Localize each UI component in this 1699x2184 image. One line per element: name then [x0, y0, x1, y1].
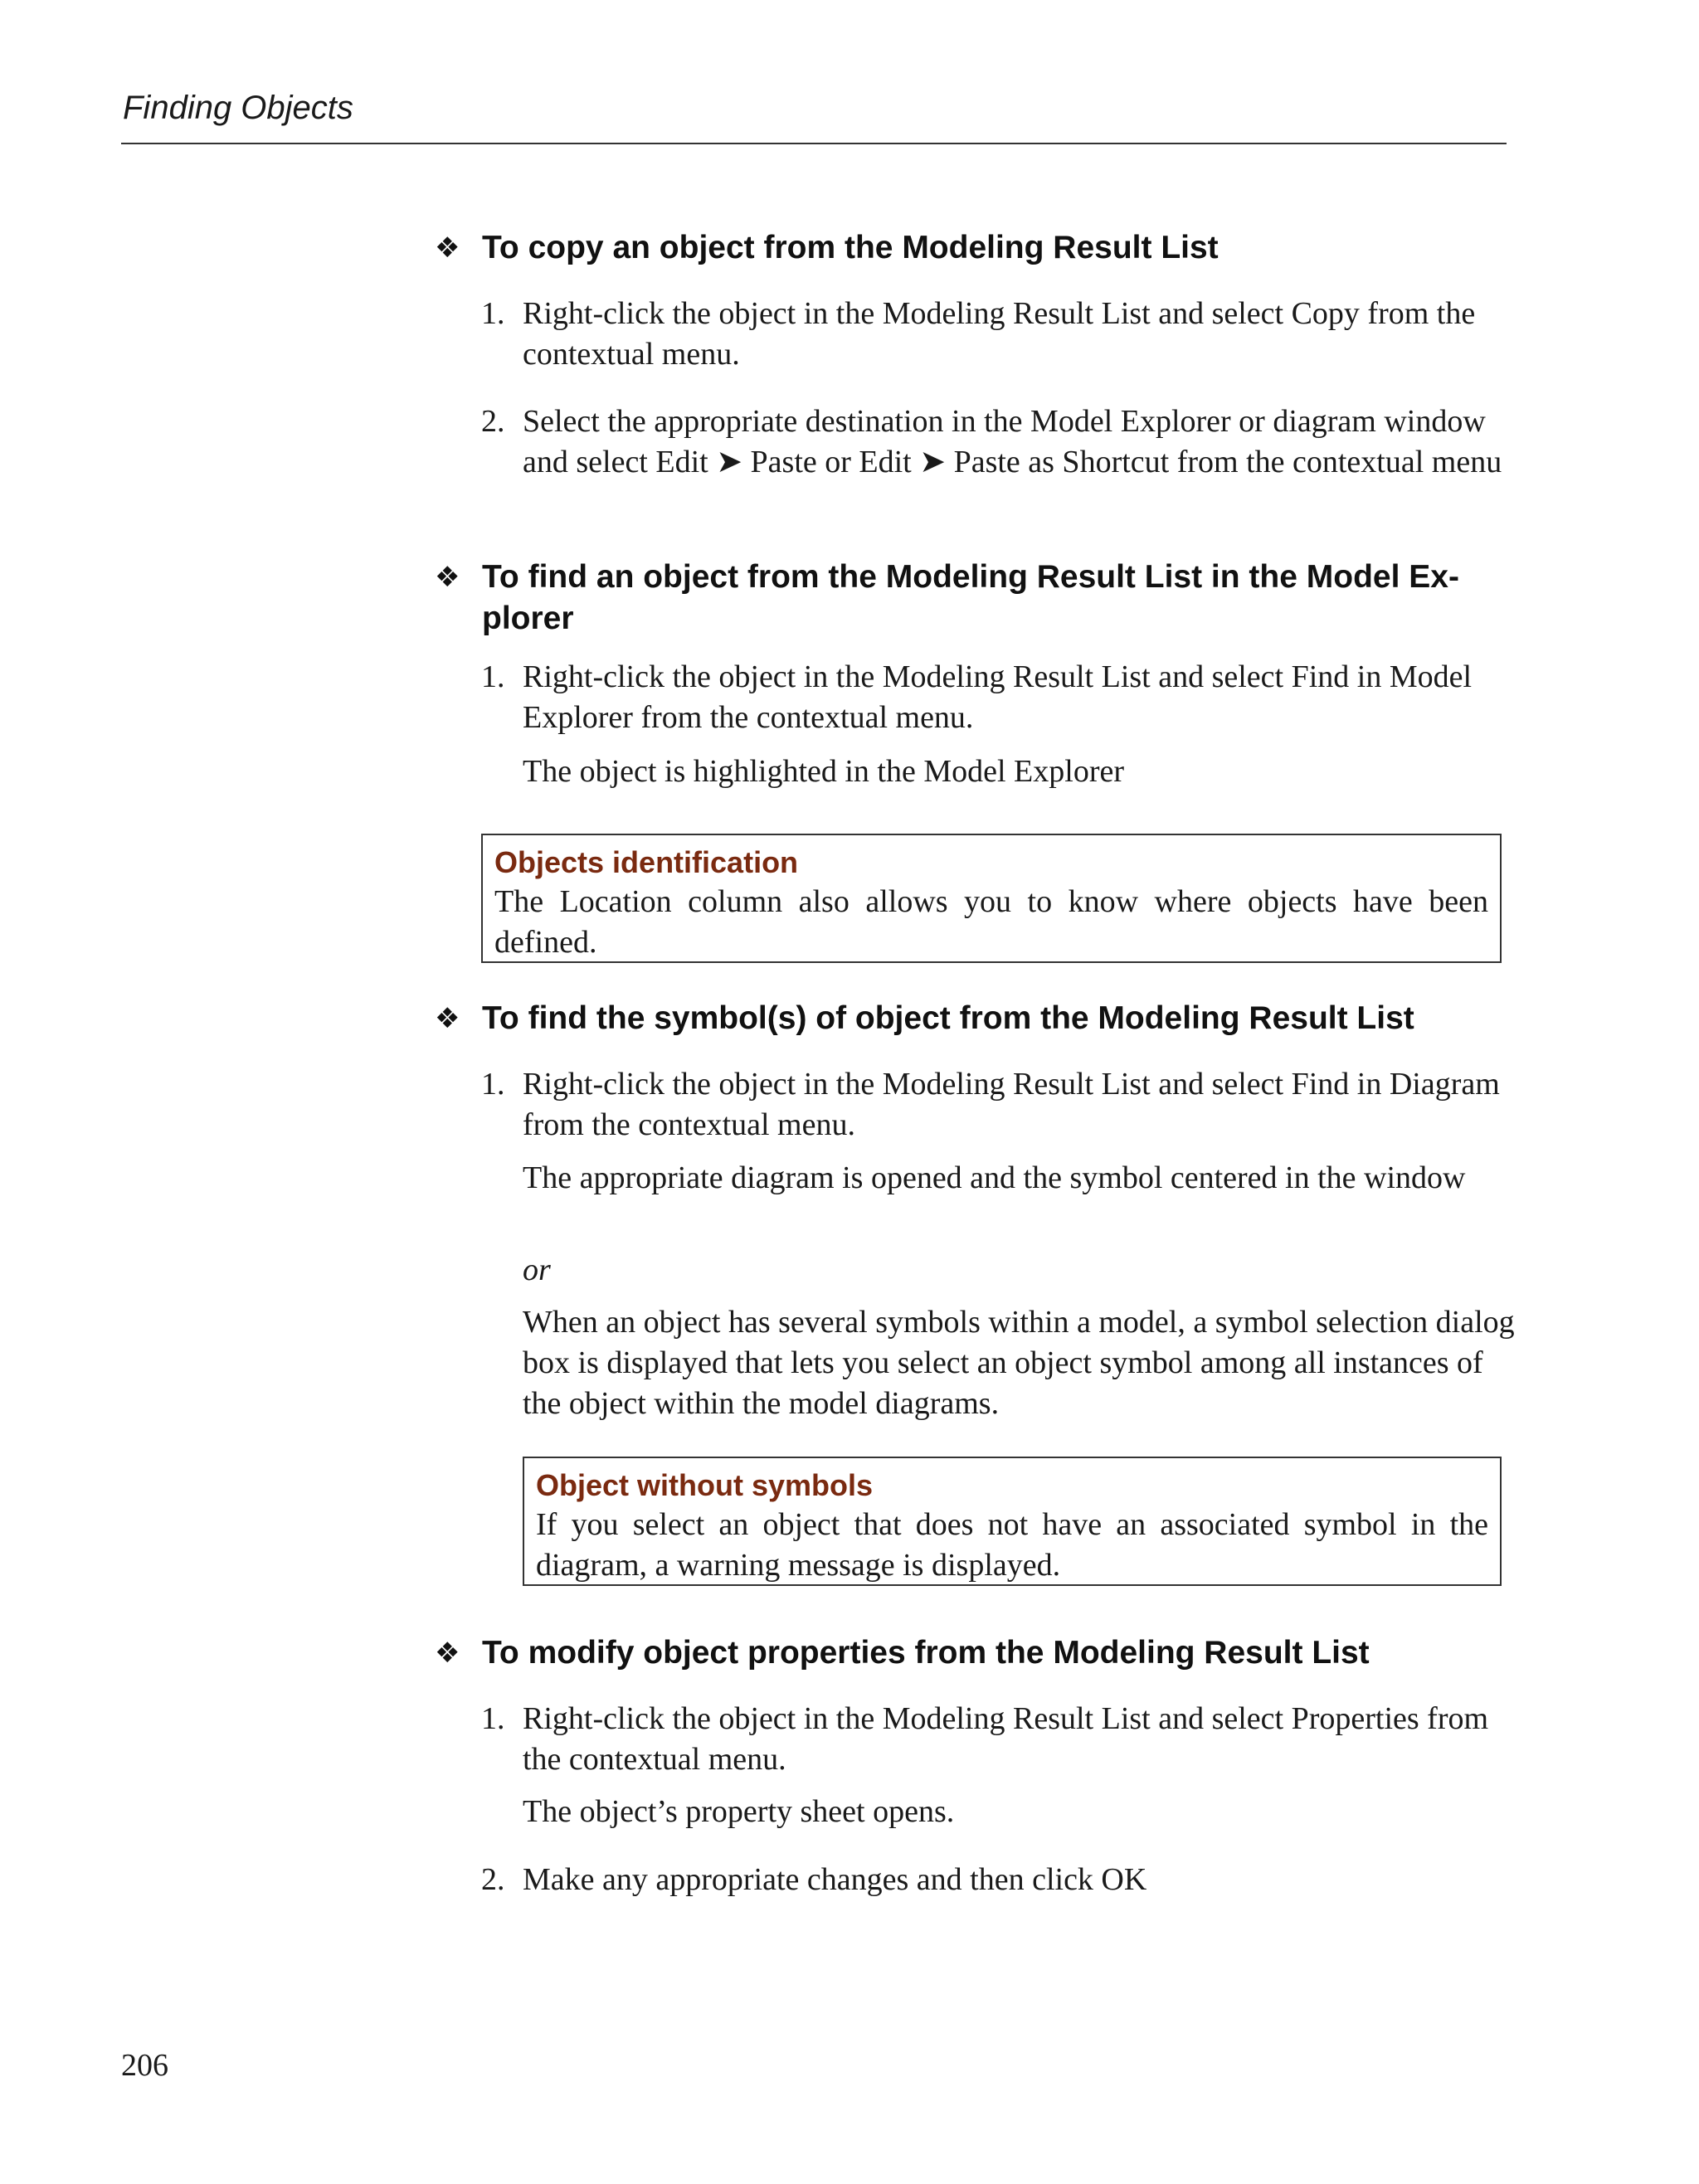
note-title: Object without symbols — [536, 1468, 874, 1502]
section-heading-text: To find an object from the Modeling Result List in the Model Ex-plorer — [482, 559, 1459, 636]
section-heading-modify-properties — [435, 1632, 1513, 1674]
step-item — [481, 1699, 1518, 1780]
step-item — [481, 1860, 1518, 1900]
step-result: The object’s property sheet opens. — [523, 1794, 955, 1829]
alternative-text: When an object has several symbols within a model, a symbol selection dialog box is displayed that lets you select an object symbol among all instances of the object within the model diagrams. — [523, 1305, 1515, 1421]
note-title: Objects identification — [494, 845, 799, 879]
step-result: The appropriate diagram is opened and the symbol centered in the window — [523, 1160, 1466, 1195]
page-number: 206 — [121, 2048, 168, 2083]
section-heading-text: To copy an object from the Modeling Result List — [482, 230, 1219, 265]
diamond-bullet-icon: ❖ — [435, 562, 460, 593]
note-body: If you select an object that does not have an associated symbol in the diagram, a warning message is displayed. — [536, 1507, 1488, 1583]
step-text: Select the appropriate destination in the Model Explorer or diagram window and select Edit ➤ Paste or Edit ➤ Paste as Shortcut from the contextual menu — [523, 404, 1502, 479]
diamond-bullet-icon: ❖ — [435, 232, 460, 264]
header-rule — [121, 143, 1507, 144]
note-body: The Location column also allows you to know where objects have been defined. — [494, 884, 1488, 960]
note-box — [481, 834, 1502, 963]
section-heading-copy — [435, 227, 1513, 269]
step-item — [481, 1064, 1518, 1146]
step-item — [481, 401, 1518, 483]
step-number: 1. — [481, 1701, 505, 1736]
step-text: Right-click the object in the Modeling Result List and select Find in Diagram from the contextual menu. — [523, 1067, 1500, 1142]
step-text: Right-click the object in the Modeling Result List and select Copy from the contextual menu. — [523, 296, 1476, 372]
running-head: Finding Objects — [123, 90, 353, 126]
section-heading-find-in-explorer — [435, 557, 1513, 640]
step-text: Right-click the object in the Modeling Result List and select Properties from the contextual menu. — [523, 1701, 1489, 1777]
or-text: or — [523, 1253, 551, 1287]
step-number: 2. — [481, 404, 505, 439]
step-text: Make any appropriate changes and then click OK — [523, 1862, 1147, 1897]
step-item — [481, 294, 1518, 375]
step-item — [481, 657, 1518, 738]
step-number: 1. — [481, 1067, 505, 1102]
section-heading-text: To find the symbol(s) of object from the Modeling Result List — [482, 1000, 1414, 1036]
note-box — [523, 1457, 1502, 1586]
step-result: The object is highlighted in the Model Explorer — [523, 754, 1125, 789]
diamond-bullet-icon: ❖ — [435, 1003, 460, 1034]
step-text: Right-click the object in the Modeling Result List and select Find in Model Explorer from the contextual menu. — [523, 659, 1473, 735]
section-heading-text: To modify object properties from the Modeling Result List — [482, 1635, 1370, 1671]
section-heading-find-symbol — [435, 998, 1513, 1039]
step-number: 2. — [481, 1862, 505, 1897]
step-number: 1. — [481, 296, 505, 331]
step-number: 1. — [481, 659, 505, 694]
diamond-bullet-icon: ❖ — [435, 1637, 460, 1669]
